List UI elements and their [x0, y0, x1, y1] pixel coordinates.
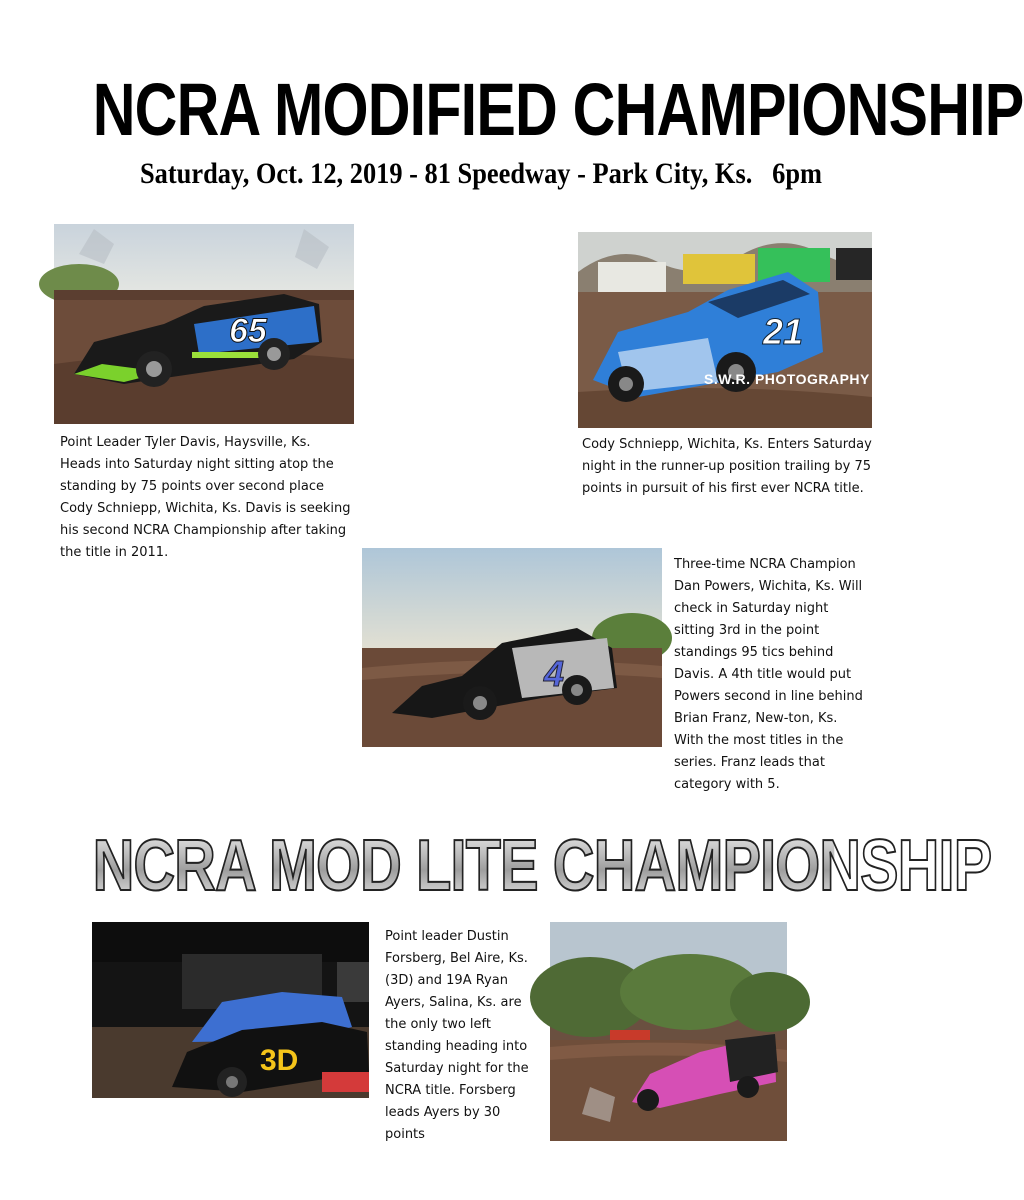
car-number-65: 65	[229, 312, 267, 350]
photo-ryan-ayers	[550, 922, 787, 1141]
car-number-21: 21	[763, 311, 804, 352]
modlite-title: NCRA MOD LITE CHAMPIONSHIP	[92, 826, 992, 906]
caption-tyler-davis: Point Leader Tyler Davis, Haysville, Ks. Heads into Saturday night sitting atop the standing by 75 points over second place Cody Schniepp, Wichita, Ks. Davis is seeking his second NCRA Championship after taking the title in 2011.	[60, 435, 351, 560]
photo-tyler-davis	[54, 224, 354, 424]
photo-dustin-forsberg	[92, 922, 369, 1098]
car-number-3d: 3D	[260, 1044, 299, 1077]
car-number-4: 4	[544, 653, 565, 694]
caption-dan-powers: Three-time NCRA Champion Dan Powers, Wichita, Ks. Will check in Saturday night sitting 3rd in the point standings 95 tics behind Davis. A 4th title would put Powers second in line behind Brian Franz, New-ton, Ks. With the most titles in the series. Franz leads that category with 5.	[674, 557, 863, 792]
page-title: NCRA MODIFIED CHAMPIONSHIP	[92, 68, 1024, 151]
photo-cody-schniepp	[578, 232, 872, 428]
event-subtitle: Saturday, Oct. 12, 2019 - 81 Speedway - Park City, Ks. 6pm	[140, 157, 823, 190]
photo-dan-powers	[362, 548, 662, 747]
caption-cody-schniepp: Cody Schniepp, Wichita, Ks. Enters Saturday night in the runner-up position trailing by 75 points in pursuit of his first ever NCRA title.	[582, 437, 872, 496]
photo-watermark: S.W.R. PHOTOGRAPHY	[704, 371, 870, 387]
caption-modlite: Point leader Dustin Forsberg, Bel Aire, Ks. (3D) and 19A Ryan Ayers, Salina, Ks. are the only two left standing heading into Saturday night for the NCRA title. Forsberg leads Ayers by 30 points	[385, 929, 529, 1142]
